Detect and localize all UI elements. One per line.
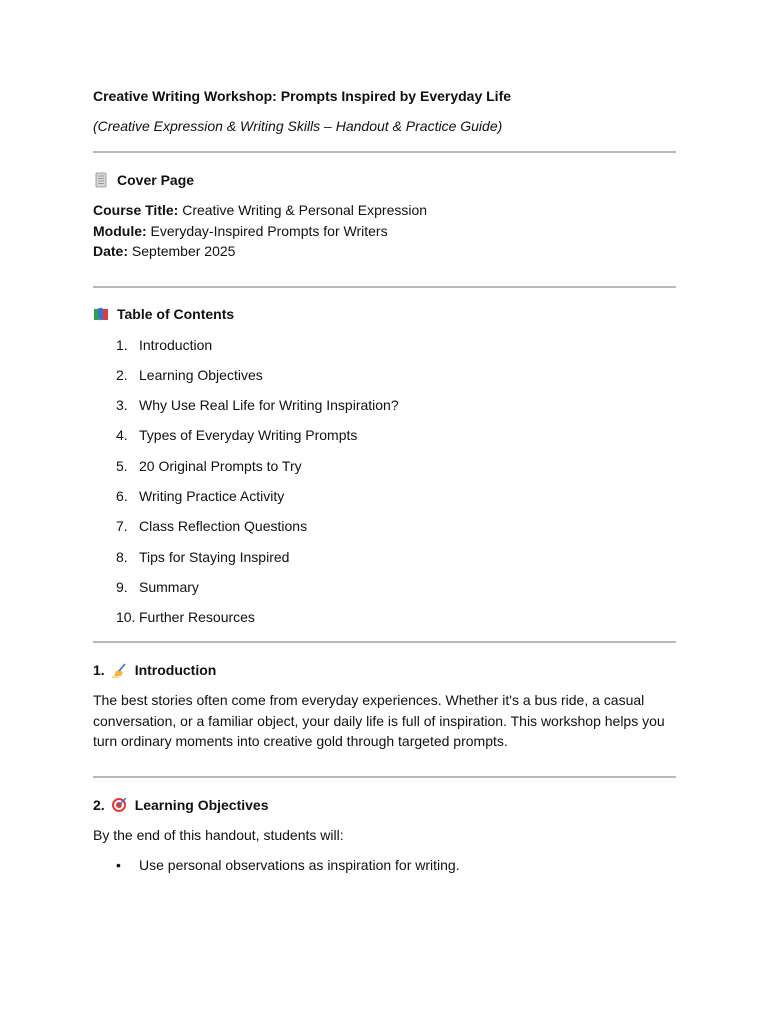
intro-number: 1. (93, 662, 105, 679)
toc-list (93, 335, 676, 628)
toc-item-label: Writing Practice Activity (139, 487, 285, 504)
objectives-heading (93, 795, 676, 815)
toc-item (93, 486, 676, 506)
toc-item-number: 1. (116, 336, 128, 353)
objectives-list (93, 855, 676, 875)
intro-paragraph: The best stories often come from everyday experiences. Whether it's a bus ride, a casual conversation, or a familiar object, your daily life is full of inspiration. This workshop helps you turn ordinary moments into creative gold through targeted prompts. (93, 692, 665, 750)
toc-item (93, 547, 676, 567)
bullet-text: Use personal observations as inspiration for writing. (139, 857, 460, 874)
toc-item (93, 365, 676, 385)
toc-item (93, 456, 676, 476)
toc-item-number: 4. (116, 427, 128, 444)
objectives-lead: By the end of this handout, students will: (93, 826, 344, 843)
objectives-heading-label: Learning Objectives (134, 796, 269, 813)
course-title-line (93, 200, 676, 221)
date-value: September 2025 (128, 243, 236, 259)
toc-item-label: 20 Original Prompts to Try (139, 457, 302, 474)
toc-item-number: 7. (116, 518, 128, 535)
toc-item-number: 2. (116, 366, 128, 383)
toc-item (93, 516, 676, 536)
document-title: Creative Writing Workshop: Prompts Inspired by Everyday Life (93, 88, 512, 104)
target-icon (111, 797, 127, 813)
toc-item-label: Introduction (139, 336, 213, 353)
module-value: Everyday-Inspired Prompts for Writers (146, 222, 388, 239)
date-label: Date: (93, 243, 129, 259)
books-icon (93, 306, 109, 322)
document-body (93, 86, 676, 875)
intro-heading (93, 660, 676, 680)
objectives-number: 2. (93, 796, 105, 813)
document-subtitle: (Creative Expression & Writing Skills – Handout & Practice Guide) (93, 118, 503, 134)
module-label: Module: (93, 222, 147, 239)
toc-item-number: 8. (116, 548, 128, 565)
list-item (93, 855, 676, 875)
toc-item-label: Class Reflection Questions (139, 518, 308, 535)
cover-heading (93, 170, 676, 190)
toc-item-label: Types of Everyday Writing Prompts (139, 427, 358, 444)
toc-item (93, 425, 676, 445)
toc-heading (93, 304, 676, 324)
toc-item-label: Further Resources (139, 609, 255, 626)
toc-item-number: 6. (116, 487, 128, 504)
toc-item-label: Tips for Staying Inspired (139, 548, 290, 565)
toc-item-label: Summary (139, 578, 199, 595)
toc-item-number: 3. (116, 397, 128, 414)
module-line (93, 221, 676, 242)
toc-item-number: 9. (116, 578, 128, 595)
course-title-value: Creative Writing & Personal Expression (178, 202, 428, 218)
bullet-dot: • (116, 857, 121, 874)
toc-item (93, 395, 676, 415)
toc-heading-label: Table of Contents (117, 305, 235, 322)
toc-item-number: 5. (116, 457, 128, 474)
writing-hand-icon (111, 662, 127, 678)
cover-heading-label: Cover Page (117, 172, 195, 188)
course-title-label: Course Title: (93, 202, 179, 218)
page-icon (93, 172, 109, 188)
toc-item-number: 10. (116, 609, 136, 626)
intro-heading-label: Introduction (134, 662, 217, 679)
toc-item-label: Learning Objectives (139, 366, 263, 383)
toc-item (93, 607, 676, 627)
toc-item (93, 577, 676, 597)
date-line (93, 241, 676, 262)
toc-item (93, 335, 676, 355)
toc-item-label: Why Use Real Life for Writing Inspiration? (139, 397, 399, 414)
